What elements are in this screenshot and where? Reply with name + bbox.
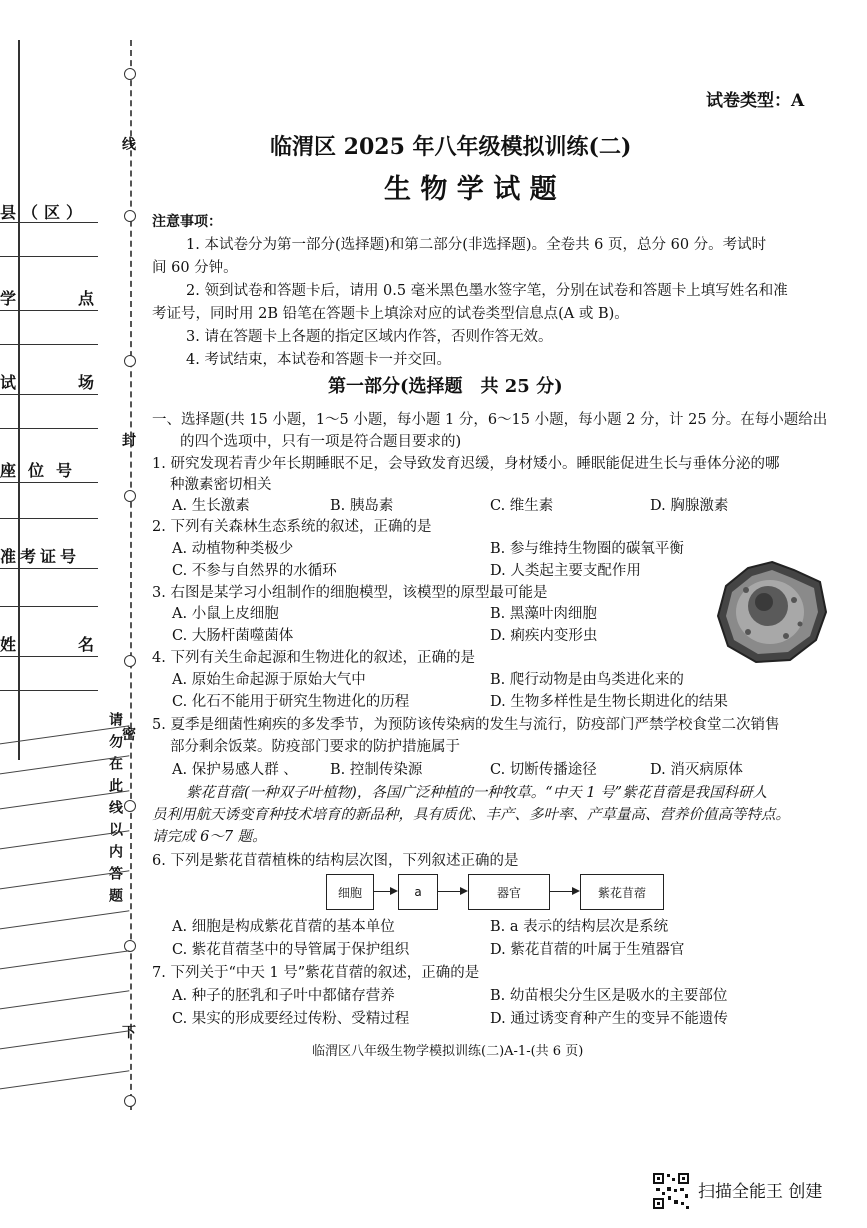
note-line: 间 60 分钟。	[152, 260, 238, 276]
seal-hole	[124, 355, 136, 367]
option-d: D. 痢疾内变形虫	[490, 628, 598, 644]
exam-title: 临渭区 2025 年八年级模拟训练(二)	[270, 134, 632, 160]
option-b: B. 参与维持生物圈的碳氧平衡	[490, 541, 684, 557]
option-a: A. 细胞是构成紫花苜蓿的基本单位	[172, 919, 395, 935]
note-line: 4. 考试结束，本试卷和答题卡一并交回。	[186, 352, 451, 368]
note-line: 1. 本试卷分为第一部分(选择题)和第二部分(非选择题)。全卷共 6 页，总分 60 分。考试时	[186, 237, 767, 253]
option-b: B. 控制传染源	[330, 762, 423, 778]
seal-hole	[124, 800, 136, 812]
page-footer: 临渭区八年级生物学模拟训练(二)A-1-(共 6 页)	[312, 1044, 584, 1059]
section-intro-line: 一、选择题(共 15 小题，1～5 小题，每小题 1 分，6～15 小题，每小题 2 分，计 25 分。在每小题给出	[152, 412, 828, 428]
margin-slant-line	[0, 1030, 129, 1050]
margin-slant-line	[0, 1070, 129, 1090]
option-d: D. 紫花苜蓿的叶属于生殖器官	[490, 942, 685, 958]
option-b: B. a 表示的结构层次是系统	[490, 919, 669, 935]
option-c: C. 果实的形成要经过传粉、受精过程	[172, 1011, 410, 1027]
seal-hole	[124, 655, 136, 667]
flow-node-cell: 细胞	[326, 874, 374, 910]
note-line: 考证号，同时用 2B 铅笔在答题卡上填涂对应的试卷类型信息点(A 或 B)。	[152, 306, 629, 322]
cell-model-image	[716, 560, 828, 665]
note-line: 3. 请在答题卡上各题的指定区域内作答，否则作答无效。	[186, 329, 553, 345]
qr-code-icon	[652, 1172, 690, 1210]
option-a: A. 生长激素	[172, 498, 250, 514]
scanner-text: 扫描全能王 创建	[698, 1182, 823, 1202]
margin-slant-line	[0, 950, 129, 970]
note-line: 2. 领到试卷和答题卡后，请用 0.5 毫米黑色墨水签字笔，分别在试卷和答题卡上填写姓名和准	[186, 283, 788, 299]
exam-subtitle: 生 物 学 试 题	[384, 174, 557, 205]
option-b: B. 胰岛素	[330, 498, 394, 514]
seal-hole	[124, 1095, 136, 1107]
option-c: C. 切断传播途径	[490, 762, 597, 778]
option-a: A. 小鼠上皮细胞	[172, 606, 279, 622]
seal-hole	[124, 68, 136, 80]
option-d: D. 通过诱变育种产生的变异不能遗传	[490, 1011, 728, 1027]
option-c: C. 紫花苜蓿茎中的导管属于保护组织	[172, 942, 410, 958]
option-a: A. 种子的胚乳和子叶中都储存营养	[172, 988, 395, 1004]
option-c: C. 化石不能用于研究生物进化的历程	[172, 694, 410, 710]
part-heading: 第一部分(选择题 共 25 分)	[328, 376, 563, 397]
option-c: C. 大肠杆菌噬菌体	[172, 628, 294, 644]
option-c: C. 不参与自然界的水循环	[172, 563, 337, 579]
option-a: A. 动植物种类极少	[172, 541, 294, 557]
seal-hole	[124, 210, 136, 222]
option-d: D. 消灭病原体	[650, 762, 743, 778]
seal-word-line: 线	[122, 137, 136, 153]
option-d: D. 生物多样性是生物长期进化的结果	[490, 694, 728, 710]
notes-heading: 注意事项：	[152, 214, 222, 230]
option-d: D. 胸腺激素	[650, 498, 729, 514]
flow-arrow	[438, 891, 466, 892]
option-b: B. 爬行动物是由鸟类进化来的	[490, 672, 684, 688]
seal-word-tail: 下	[122, 1025, 136, 1041]
seal-note: 请勿在此线以内答题	[107, 712, 123, 910]
flow-arrow	[550, 891, 578, 892]
paper-type: 试卷类型：A	[706, 91, 805, 111]
flow-node-organ: 器官	[468, 874, 550, 910]
flow-arrow	[374, 891, 396, 892]
margin-slant-line	[0, 910, 129, 930]
option-b: B. 幼苗根尖分生区是吸水的主要部位	[490, 988, 728, 1004]
flow-node-a: a	[398, 874, 438, 910]
flow-node-alfalfa: 紫花苜蓿	[580, 874, 664, 910]
seal-hole	[124, 490, 136, 502]
seal-word-seal: 封	[122, 433, 136, 449]
margin-slant-line	[0, 990, 129, 1010]
option-b: B. 黑藻叶肉细胞	[490, 606, 597, 622]
option-a: A. 保护易感人群 、	[172, 762, 298, 778]
option-a: A. 原始生命起源于原始大气中	[172, 672, 366, 688]
option-d: D. 人类起主要支配作用	[490, 563, 641, 579]
section-intro-line: 的四个选项中，只有一项是符合题目要求的)	[180, 434, 462, 450]
seal-word-dense: 密	[122, 727, 136, 743]
option-c: C. 维生素	[490, 498, 554, 514]
